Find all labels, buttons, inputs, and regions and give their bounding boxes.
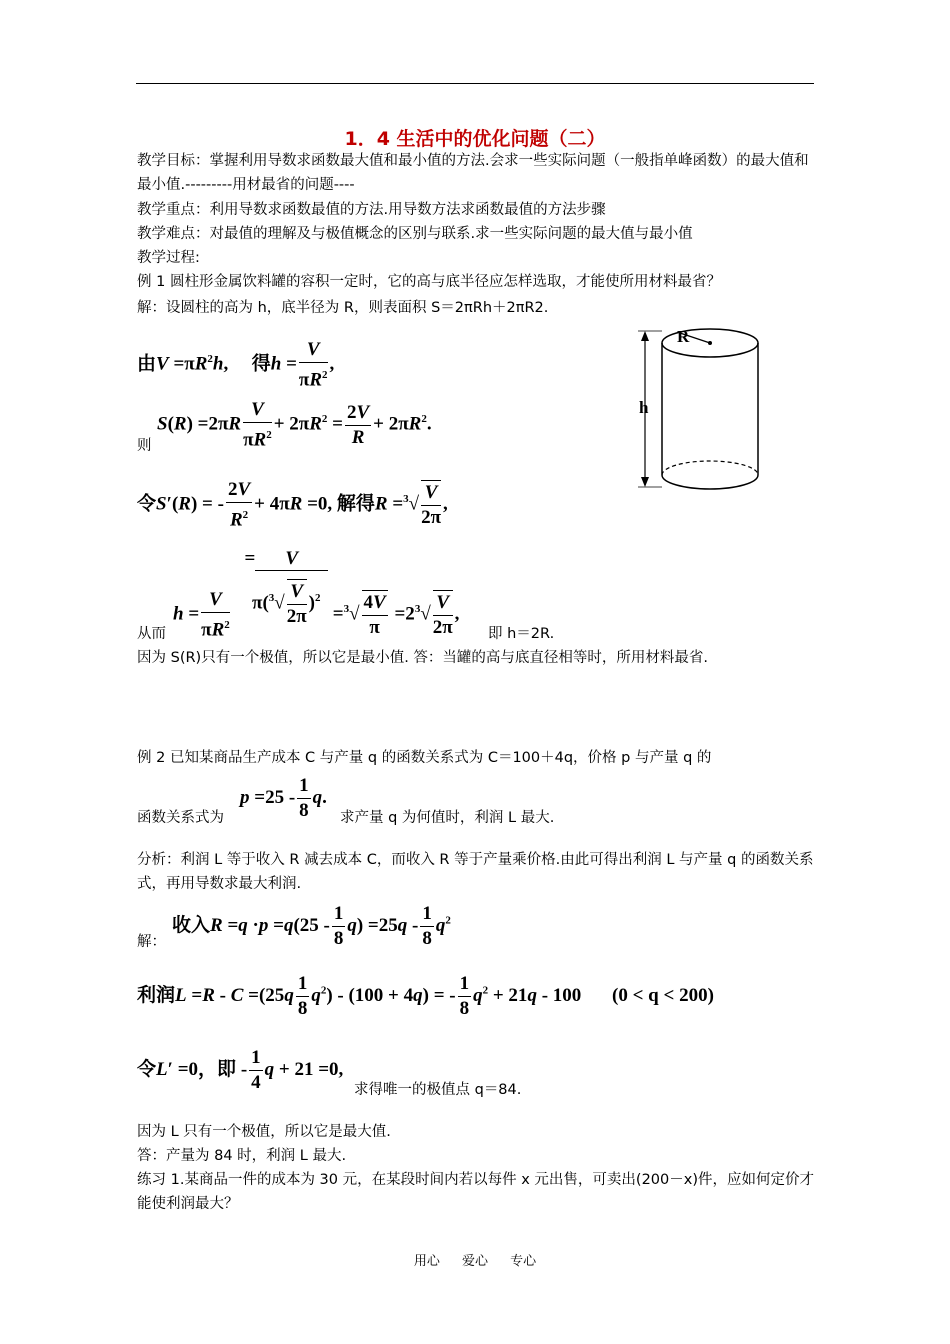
formula-revenue: 收入R =q ·p =q(25 - $\frac{1}{8}$ q) =25q - $\frac{1}{8}$ $q^2$	[172, 903, 451, 949]
label-h: h	[639, 398, 649, 417]
label-congEr: 从而	[137, 626, 166, 642]
teaching-key: 教学重点：利用导数求函数最值的方法.用导数方法求函数最值的方法步骤	[137, 202, 606, 218]
formula-height: h = $\frac{V}{\pi R^2}$ = V π($^3$√ $\frac{V}{2\pi}$ )$^2$ =$^3$√ $\frac{4V}{\pi}$ $=2^3√$ $\frac{V}{2\pi}$ ,	[173, 548, 460, 641]
example-1-answer: 因为 S(R)只有一个极值，所以它是最小值. 答：当罐的高与底直径相等时，所用材料最省.	[137, 650, 709, 666]
teaching-process: 教学过程:	[137, 250, 200, 266]
analysis: 分析：利润 L 等于收入 R 减去成本 C，而收入 R 等于产量乘价格.由此可得出利润 L 与产量 q 的函数关系式，再用导数求最大利润.	[137, 852, 814, 892]
page-title: 1．4 生活中的优化问题（二）	[344, 128, 606, 150]
example-1-solution: 解：设圆柱的高为 h，底半径为 R，则表面积 S＝2πRh＋2πR2.	[137, 300, 549, 316]
formula-profit-derivative: 令L′ =0，即 - $\frac{1}{4}$ q + 21 =0,	[137, 1047, 344, 1093]
max-value-note: 因为 L 只有一个极值，所以它是最大值.	[137, 1124, 391, 1140]
label-ji-h: 即 h＝2R.	[488, 626, 555, 642]
formula-price: p =25 - $\frac{1}{8}$ q.	[240, 775, 327, 821]
cylinder-figure	[630, 325, 770, 505]
example-2: 例 2 已知某商品生产成本 C 与产量 q 的函数关系式为 C＝100＋4q，价格 p 与产量 q 的	[137, 750, 712, 766]
teaching-goal: 教学目标：掌握利用导数求函数最大值和最小值的方法.会求一些实际问题（一般指单峰函数）的最大值和最小值.---------用材最省的问题----	[137, 153, 809, 193]
formula-surface: S(R) =2πR $\frac{V}{\pi R^2}$ + $2\pi R^2$ = $\frac{2V}{R}$ + $2\pi R^2$.	[157, 399, 432, 451]
formula-derivative: 令S′(R) = - $\frac{2V}{R^2}$ + 4πR =0, 解得R =$^3$√ $\frac{V}{2\pi}$ ,	[137, 479, 448, 531]
profit-range: (0 < q < 200)	[612, 984, 714, 1006]
extreme-point: 求得唯一的极值点 q＝84.	[354, 1082, 522, 1098]
label-ze: 则	[137, 438, 152, 454]
label-R: R	[677, 327, 690, 346]
practice-1: 练习 1.某商品一件的成本为 30 元，在某段时间内若以每件 x 元出售，可卖出(200－x)件，应如何定价才能使利润最大？	[137, 1172, 814, 1212]
example-1: 例 1 圆柱形金属饮料罐的容积一定时，它的高与底半径应怎样选取，才能使所用材料最省？	[137, 274, 721, 290]
answer-2: 答：产量为 84 时，利润 L 最大.	[137, 1148, 347, 1164]
formula-volume: 由$V =\pi R^2h$, 得h = $\frac{V}{\pi R^2}$ ,	[137, 339, 335, 391]
page-footer: 用心 爱心 专心	[413, 1254, 537, 1269]
header-rule	[136, 83, 814, 84]
formula-profit: 利润L =R - C =(25q $\frac{1}{8}$ $q^2) - (100 + 4q)$ = - $\frac{1}{8}$ $q^2 + 21q - 100$ (0 < q < 200)	[137, 973, 714, 1019]
example-2-b: 函数关系式为	[137, 810, 224, 826]
example-2-c: 求产量 q 为何值时，利润 L 最大.	[340, 810, 555, 826]
label-jie: 解：	[137, 934, 166, 950]
teaching-difficulty: 教学难点：对最值的理解及与极值概念的区别与联系.求一些实际问题的最大值与最小值	[137, 226, 693, 242]
